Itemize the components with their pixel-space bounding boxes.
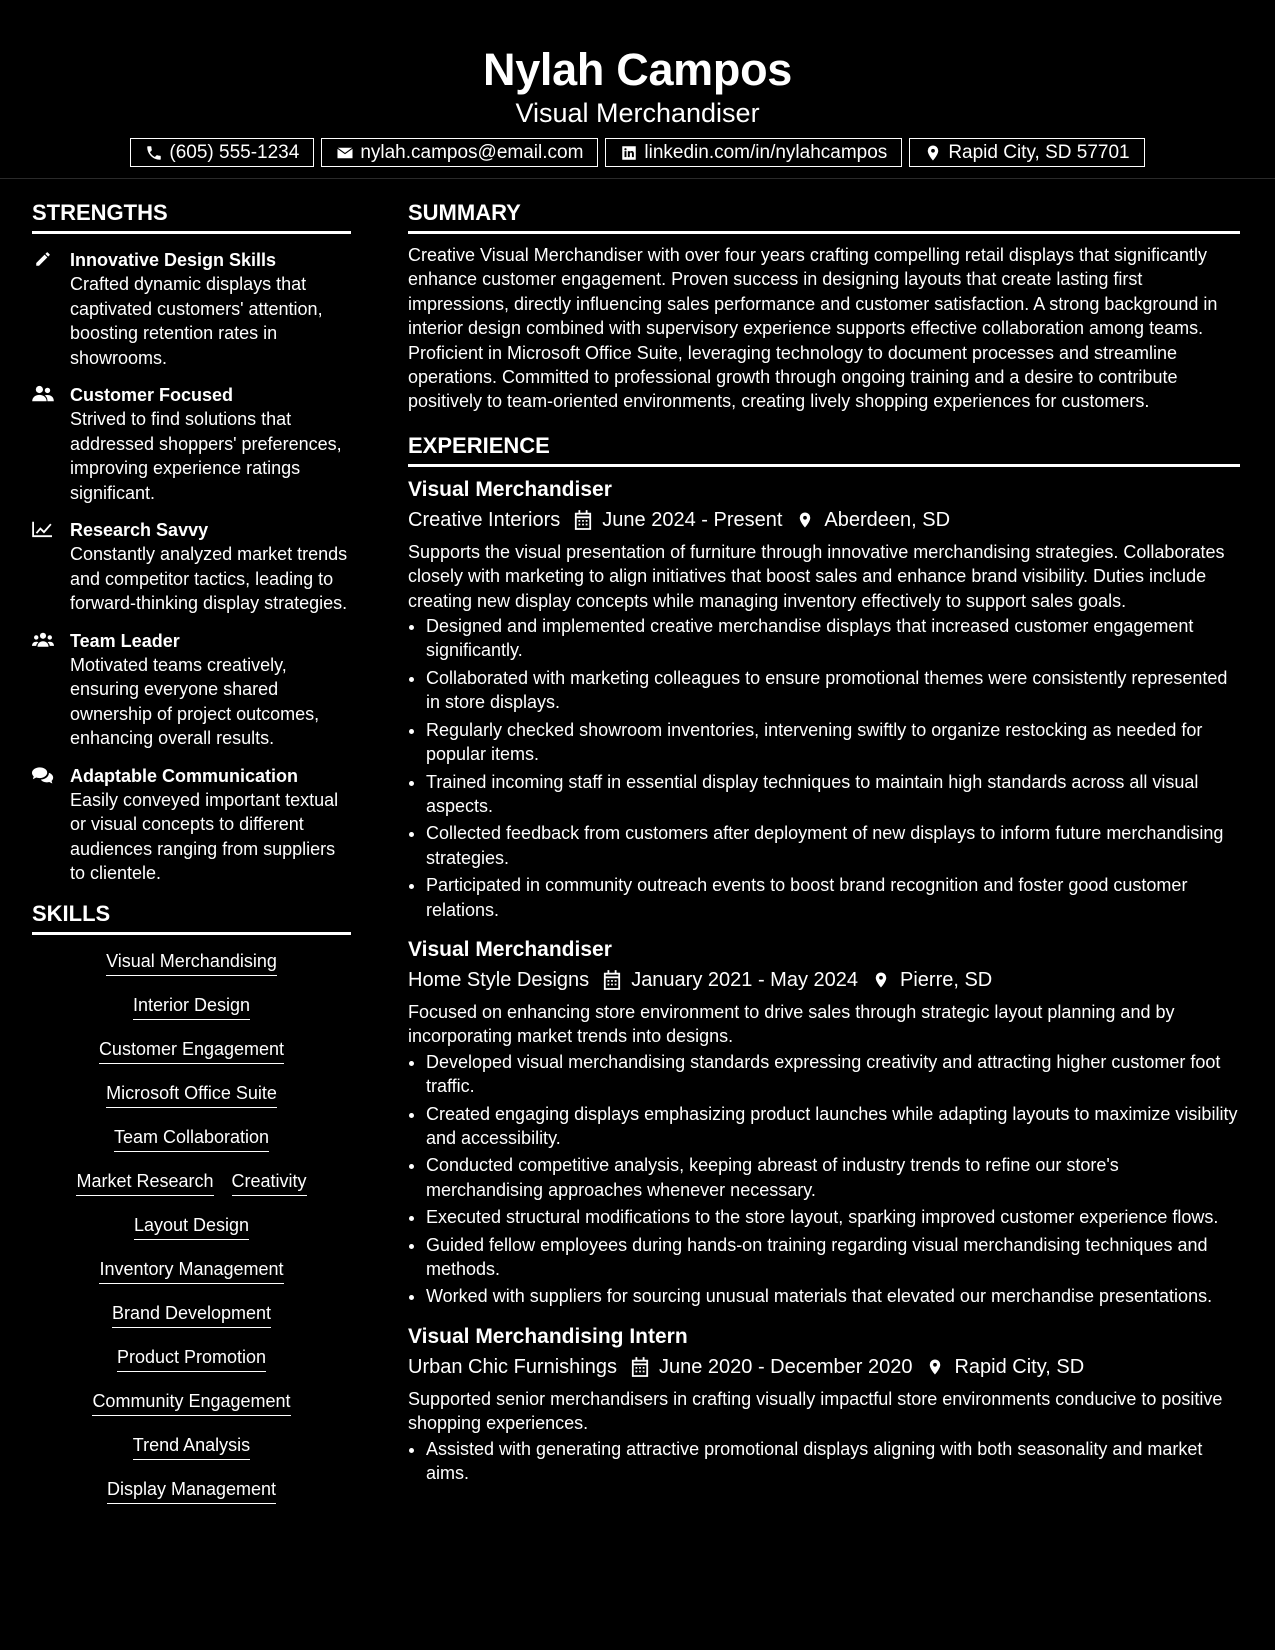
contact-email[interactable] — [321, 138, 598, 167]
skills-rule — [32, 932, 351, 935]
strengths-heading: STRENGTHS — [32, 200, 168, 225]
experience-heading: EXPERIENCE — [408, 432, 550, 458]
job-bullet: • Trained incoming staff in essential display techniques to maintain high standards across all visual aspects. — [426, 770, 1240, 819]
job-bullet: • Developed visual merchandising standards expressing creativity and attracting higher customer foot traffic. — [426, 1050, 1240, 1099]
strength-title: Innovative Design Skills — [70, 250, 277, 270]
job-meta — [408, 506, 1240, 534]
strength-desc: Easily conveyed important textual or visual concepts to different audiences ranging from suppliers to clientele. — [70, 789, 339, 883]
envelope-icon — [336, 144, 354, 162]
skill-tag: Layout Design — [134, 1213, 249, 1240]
chart-line-icon — [32, 520, 54, 538]
skill-tag: Display Management — [107, 1477, 276, 1504]
strength-item — [32, 629, 351, 751]
skills-section — [32, 899, 351, 1504]
calendar-icon — [603, 970, 621, 990]
calendar-icon — [631, 1357, 649, 1377]
job-meta — [408, 966, 1240, 994]
candidate-name: Nylah Campos — [483, 44, 792, 95]
job-bullet: • Worked with suppliers for sourcing unusual materials that elevated our merchandise presentations. — [426, 1284, 1240, 1308]
map-pin-icon — [872, 970, 890, 990]
strengths-rule — [32, 231, 351, 234]
team-icon — [32, 631, 54, 649]
skills-heading: SKILLS — [32, 900, 111, 926]
contact-location[interactable] — [909, 138, 1144, 167]
calendar-icon — [574, 510, 592, 530]
job-title: Visual Merchandising Intern — [408, 1324, 688, 1348]
job-bullet: • Conducted competitive analysis, keeping abreast of industry trends to refine our store's merchandising approaches whenever necessary. — [426, 1153, 1240, 1202]
strength-desc: Crafted dynamic displays that captivated customers' attention, boosting retention rates in showrooms. — [70, 274, 323, 368]
job-entry — [408, 936, 1240, 1309]
comments-icon — [32, 766, 54, 784]
job-entry — [408, 1323, 1240, 1486]
job-description: Supports the visual presentation of furniture through innovative merchandising strategies. Collaborates closely with marketing to align initiatives that boost sales and enhance brand visibility. Duties include creating new display concepts while managing inventory effectively to support sales goals. — [408, 541, 1225, 611]
summary-text: Creative Visual Merchandiser with over four years crafting compelling retail displays that significantly enhance customer engagement. Proven success in designing layouts that create lasting first impressions, directly influencing sales performance and customer satisfaction. A strong background in interior design combined with supervisory experience supports effective collaboration among teams. Proficient in Microsoft Office Suite, leveraging technology to document processes and streamline operations. Committed to professional growth through ongoing training and a desire to contribute positively to team-oriented environments, creating lively shopping experiences for customers. — [408, 245, 1218, 412]
job-location: Pierre, SD — [900, 968, 993, 991]
contact-phone-text: (605) 555-1234 — [169, 141, 300, 163]
skills-list — [32, 949, 351, 1504]
skill-tag: Team Collaboration — [114, 1125, 269, 1152]
job-bullet: • Executed structural modifications to the store layout, sparking improved customer experience flows. — [426, 1205, 1240, 1229]
skill-tag: Brand Development — [112, 1301, 271, 1328]
skill-tag: Trend Analysis — [133, 1433, 250, 1460]
job-entry — [408, 476, 1240, 922]
map-pin-icon — [796, 510, 814, 530]
contact-location-text: Rapid City, SD 57701 — [948, 141, 1130, 163]
linkedin-icon — [620, 144, 638, 162]
skill-tag: Community Engagement — [92, 1389, 290, 1416]
job-bullet: • Participated in community outreach events to boost brand recognition and foster good customer relations. — [426, 873, 1240, 922]
job-company: Creative Interiors — [408, 508, 561, 531]
map-pin-icon — [924, 144, 942, 162]
strength-item — [32, 248, 351, 370]
contact-linkedin[interactable] — [605, 138, 902, 167]
experience-section — [408, 431, 1240, 1486]
strength-title: Team Leader — [70, 630, 180, 651]
summary-section — [408, 198, 1240, 414]
skill-tag: Customer Engagement — [99, 1037, 284, 1064]
pencil-icon — [32, 250, 54, 268]
job-bullet: • Collaborated with marketing colleagues to ensure promotional themes were consistently represented in store displays. — [426, 666, 1240, 715]
job-location: Rapid City, SD — [954, 1355, 1085, 1378]
job-bullets — [408, 1437, 1240, 1486]
right-column — [408, 198, 1240, 1488]
job-bullets — [408, 1050, 1240, 1309]
header-divider — [0, 178, 1275, 179]
contact-email-text: nylah.campos@email.com — [360, 141, 584, 163]
job-title: Visual Merchandiser — [408, 477, 612, 501]
job-title: Visual Merchandiser — [408, 937, 612, 961]
job-dates: June 2024 - Present — [602, 508, 783, 531]
strengths-section — [32, 198, 351, 886]
phone-icon — [145, 144, 163, 162]
job-bullet: • Collected feedback from customers after deployment of new displays to inform future merchandising strategies. — [426, 821, 1240, 870]
map-pin-icon — [926, 1357, 944, 1377]
strength-item — [32, 383, 351, 505]
job-location: Aberdeen, SD — [824, 508, 951, 531]
contact-linkedin-text: linkedin.com/in/nylahcampos — [644, 141, 888, 163]
strength-item — [32, 764, 351, 886]
skill-tag: Interior Design — [133, 993, 250, 1020]
contact-phone[interactable] — [130, 138, 314, 167]
skill-tag: Market Research — [76, 1169, 213, 1196]
strength-title: Adaptable Communication — [70, 765, 299, 786]
job-company: Urban Chic Furnishings — [408, 1355, 617, 1378]
left-column — [32, 198, 351, 1504]
job-dates: January 2021 - May 2024 — [631, 968, 858, 991]
job-meta — [408, 1353, 1240, 1381]
strength-title: Research Savvy — [70, 520, 209, 540]
skill-tag: Visual Merchandising — [106, 949, 277, 976]
skill-tag: Creativity — [232, 1169, 307, 1196]
job-bullet: • Designed and implemented creative merchandise displays that increased customer engagement significantly. — [426, 614, 1240, 663]
resume-header — [0, 0, 1275, 167]
job-company: Home Style Designs — [408, 968, 590, 991]
skill-tag: Product Promotion — [117, 1345, 266, 1372]
strength-desc: Strived to find solutions that addressed shoppers' preferences, improving experience ratings significant. — [70, 409, 342, 503]
candidate-title: Visual Merchandiser — [515, 98, 760, 128]
summary-heading: SUMMARY — [408, 200, 521, 225]
job-bullet: • Regularly checked showroom inventories, intervening swiftly to organize restocking as needed for popular items. — [426, 718, 1240, 767]
skill-tag: Inventory Management — [99, 1257, 283, 1284]
job-bullet: • Assisted with generating attractive promotional displays aligning with both seasonality and market aims. — [426, 1437, 1240, 1486]
experience-rule — [408, 464, 1240, 467]
summary-rule — [408, 231, 1240, 234]
job-bullet: • Created engaging displays emphasizing product launches while adapting layouts to maximize visibility and accessibility. — [426, 1102, 1240, 1151]
job-description: Focused on enhancing store environment to drive sales through strategic layout planning and by incorporating market trends into designs. — [408, 1001, 1175, 1047]
strength-item — [32, 518, 351, 616]
job-bullets — [408, 614, 1240, 922]
skill-tag: Microsoft Office Suite — [106, 1081, 277, 1108]
strength-desc: Constantly analyzed market trends and competitor tactics, leading to forward-thinking display strategies. — [70, 544, 348, 613]
strength-desc: Motivated teams creatively, ensuring everyone shared ownership of project outcomes, enhancing overall results. — [70, 654, 320, 748]
contact-bar — [0, 138, 1275, 167]
job-description: Supported senior merchandisers in crafting visually impactful store environments conducive to positive shopping experiences. — [408, 1388, 1223, 1434]
users-icon — [32, 385, 54, 403]
job-dates: June 2020 - December 2020 — [658, 1355, 913, 1378]
job-bullet: • Guided fellow employees during hands-on training regarding visual merchandising techniques and methods. — [426, 1233, 1240, 1282]
strength-title: Customer Focused — [70, 385, 234, 405]
